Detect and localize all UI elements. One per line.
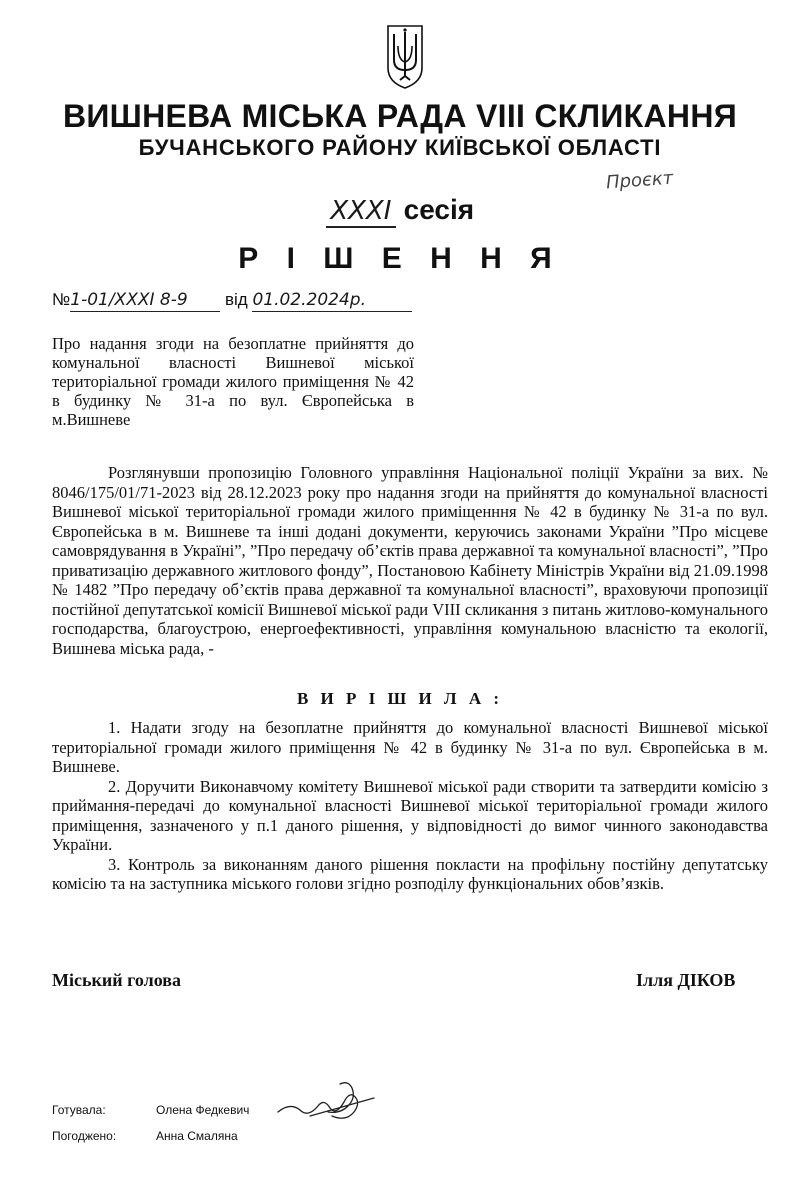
council-name: ВИШНЕВА МІСЬКА РАДА VIII СКЛИКАННЯ xyxy=(62,98,738,134)
decision-title: Р І Ш Е Н Н Я xyxy=(238,242,562,275)
number-prefix: № xyxy=(52,290,71,309)
session-label: сесія xyxy=(403,194,475,225)
decision-item-2: 2. Доручити Виконавчому комітету Вишневої міської ради створити та затвердити комісію з приймання-передачі до комунальної власності Вишневої міської територіальної громади жилого приміщення, зазначеного у п.1 даного рішення, у відповідності до вимог чинного законодавства України. xyxy=(52,776,768,854)
preamble-paragraph: Розглянувши пропозицію Головного управління Національної поліції України за вих. № 8046/175/01/71-2023 від 28.12.2023 року про надання згоди на прийняття до комунальної власності Вишневої міської територіальної громади жилого приміщенння № 42 в будинку № 31-а по вул. Європейська в м. Вишневе та інші додані документи, керуючись законами України ”Про місцеве самоврядування в Україні”, ”Про передачу об’єктів права державної та комунальної власності”, ”Про приватизацію державного житлового фонду”, Постановою Кабінету Міністрів України від 21.09.1998 № 1482 ”Про передачу об’єктів права державної та комунальної власності”, враховуючи пропозиції постійної депутатської комісії Вишневої міської ради VIII скликання з питань житлово-комунального господарства, благоустрою, енергоефективності, управління комунальною власністю та екології, Вишнева міська рада, - xyxy=(52,463,768,658)
district-name: БУЧАНСЬКОГО РАЙОНУ КИЇВСЬКОЇ ОБЛАСТІ xyxy=(138,135,662,160)
resolved-heading: В И Р І Ш И Л А : xyxy=(296,689,504,708)
coat-of-arms-icon xyxy=(384,20,426,90)
handwritten-signature-icon xyxy=(270,1072,380,1128)
decision-items xyxy=(52,718,768,894)
prepared-label: Готувала: xyxy=(52,1103,106,1117)
agreed-name: Анна Смаляна xyxy=(156,1129,238,1143)
date-prefix: від xyxy=(224,290,248,309)
signatory-name: Ілля ДІКОВ xyxy=(636,970,736,990)
decision-subject: Про надання згоди на безоплатне прийняття до комунальної власності Вишневої міської територіальної громади жилого приміщення № 42 в будинку № 31-а по вул. Європейська в м.Вишневе xyxy=(52,334,414,429)
session-number: XXXI xyxy=(326,196,396,228)
signatory-title: Міський голова xyxy=(52,970,181,990)
prepared-name: Олена Федкевич xyxy=(156,1103,250,1117)
decision-date: 01.02.2024р. xyxy=(252,289,412,312)
session-line xyxy=(0,192,800,228)
draft-stamp: Проєкт xyxy=(605,167,674,194)
decision-item-1: 1. Надати згоду на безоплатне прийняття до комунальної власності Вишневої міської територіальної громади жилого приміщення № 42 в будинку № 31-а по вул. Європейська в м. Вишневе. xyxy=(52,718,768,776)
decision-number-line xyxy=(52,288,412,312)
decision-number: 1-01/XXXI 8-9 xyxy=(70,289,220,312)
decision-item-3: 3. Контроль за виконанням даного рішення покласти на профільну постійну депутатську комісію та на заступника міського голови згідно розподілу функціональних обов’язків. xyxy=(52,854,768,893)
agreed-label: Погоджено: xyxy=(52,1129,117,1143)
